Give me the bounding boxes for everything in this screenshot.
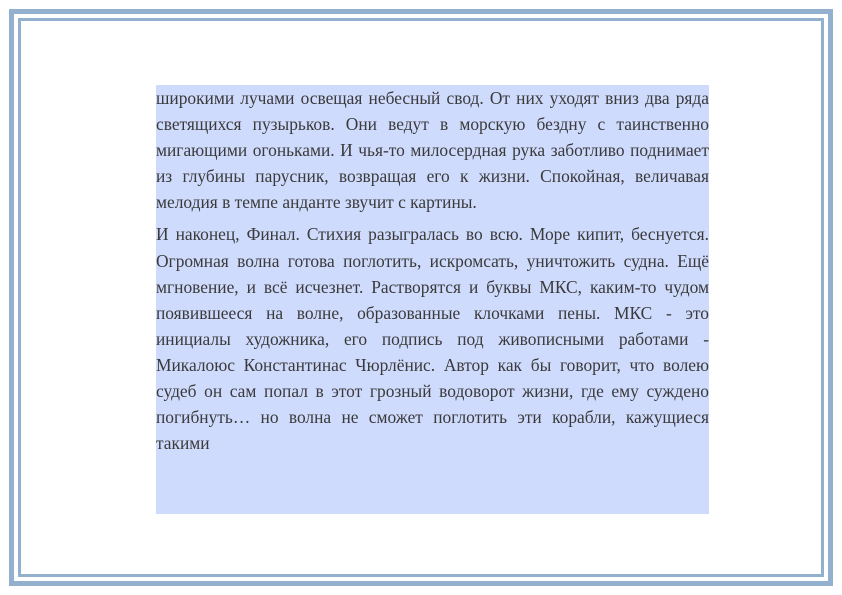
- text-block[interactable]: [156, 85, 709, 514]
- paragraph-2: И наконец, Финал. Стихия разыгралась во всю. Море кипит, беснуется. Огромная волна готова поглотить, искромсать, уничтожить судна. Ещё мгновение, и всё исчезнет. Растворятся и буквы МКС, каким-то чудом появившееся на волне, образованные клочками пены. МКС - это инициалы художника, его подпись под живописными работами - Микалоюс Константинас Чюрлёнис. Автор как бы говорит, что волею судеб он сам попал в этот грозный водоворот жизни, где ему суждено погибнуть… но волна не сможет поглотить эти корабли, кажущиеся такими: [156, 224, 709, 454]
- paragraph-1: широкими лучами освещая небесный свод. От них уходят вниз два ряда светящихся пузырьков. Они ведут в морскую бездну с таинственно мигающими огоньками. И чья-то милосердная рука заботливо поднимает из глубины парусник, возвращая его к жизни. Спокойная, величавая мелодия в темпе анданте звучит с картины.: [156, 88, 709, 213]
